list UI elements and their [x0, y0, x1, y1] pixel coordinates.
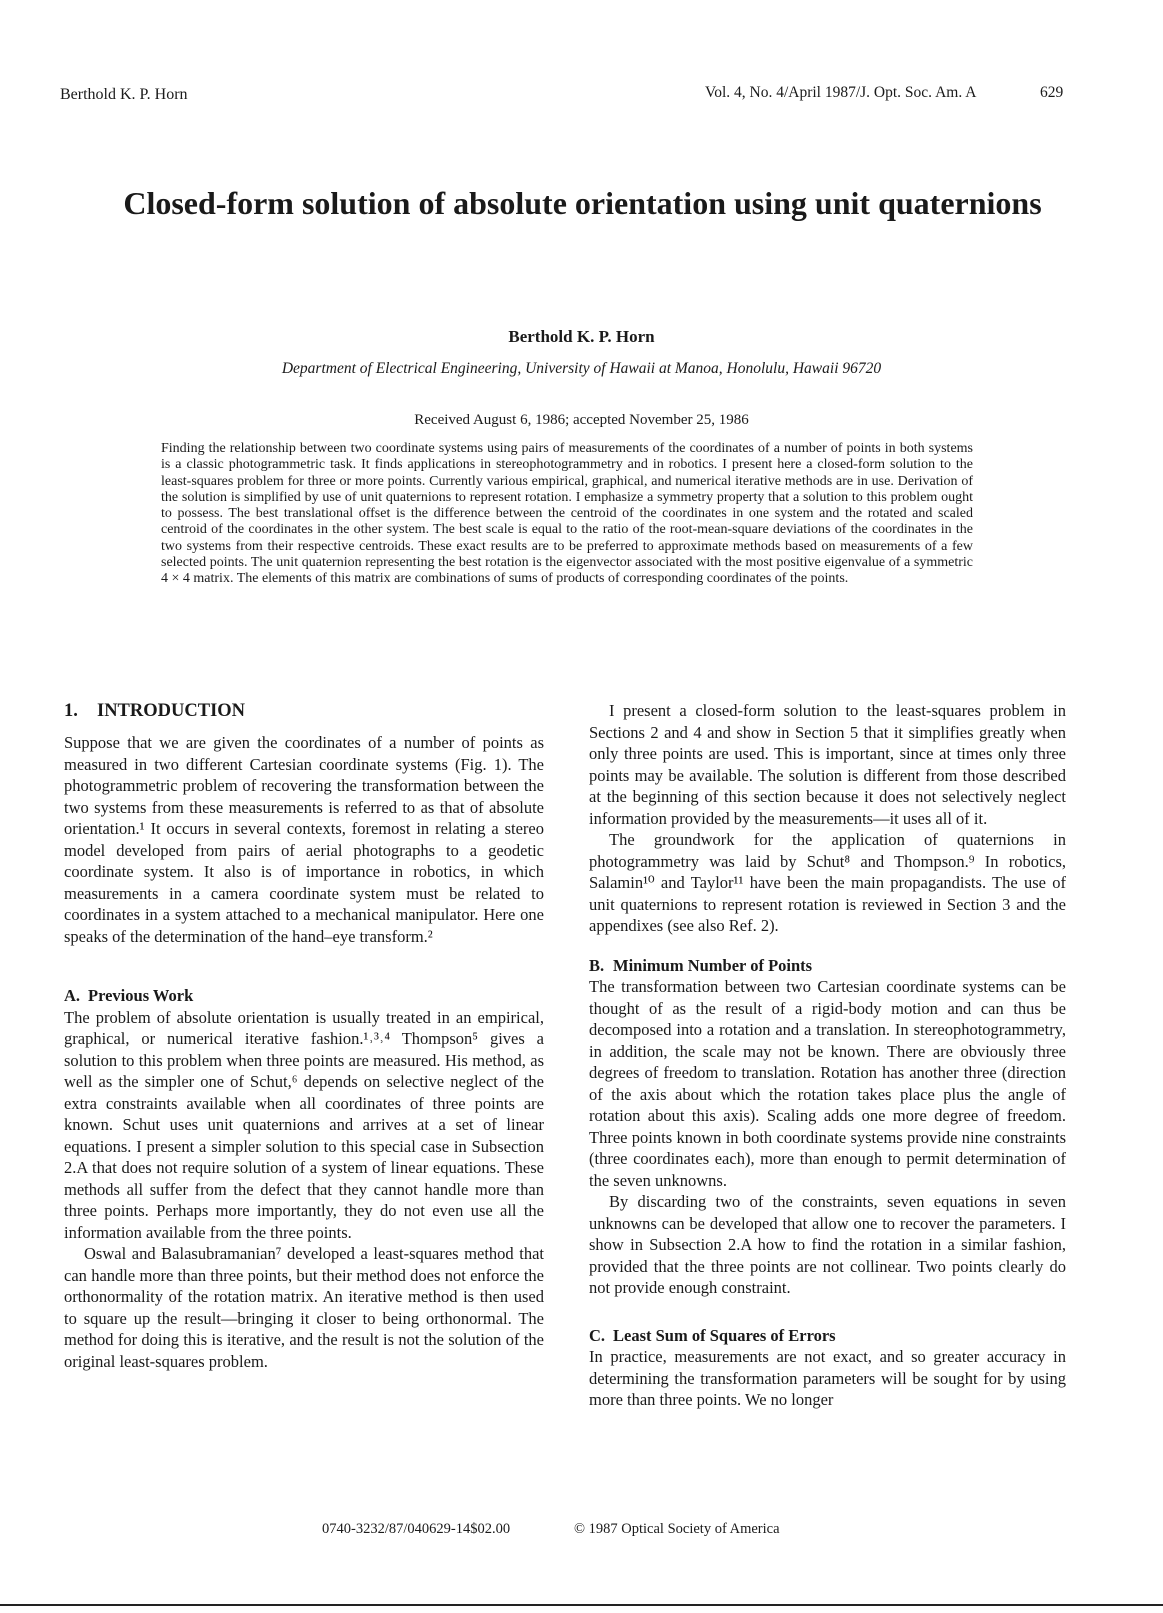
- subsection-title: Previous Work: [88, 986, 194, 1005]
- abstract: Finding the relationship between two coordinate systems using pairs of measurements of the coordinates of a number of points in both systems is a classic photogrammetric task. It finds applications in stereophotogrammetry and in robotics. I present here a closed-form solution to the least-squares problem for three or more points. Currently various empirical, graphical, and numerical iterative methods are in use. Derivation of the solution is simplified by use of unit quaternions to represent rotation. I emphasize a symmetry property that a solution to this problem ought to possess. The best translational offset is the difference between the centroid of the coordinates in one system and the rotated and scaled centroid of the coordinates in the other system. The best scale is equal to the ratio of the root-mean-square deviations of the coordinates in the two systems from their respective centroids. These exact results are to be preferred to approximate methods based on measurements of a few selected points. The unit quaternion representing the best rotation is the eigenvector associated with the most positive eigenvalue of a symmetric 4 × 4 matrix. The elements of this matrix are combinations of sums of products of corresponding coordinates of the points.: [161, 441, 973, 587]
- subsection-title: Least Sum of Squares of Errors: [613, 1325, 836, 1345]
- subsection-label: B.: [589, 955, 605, 975]
- subsection-title: Minimum Number of Points: [613, 955, 813, 975]
- section-number: 1.: [64, 701, 78, 721]
- intro-paragraph-3: The groundwork for the application of quaternions in photogrammetry was laid by Schut⁸ and Thompson.⁹ In robotics, Salamin¹⁰ and Taylor¹¹ have been the main propagandists. The use of unit quaternions to represent rotation is reviewed in Section 3 and the appendixes (see also Ref. 2).: [589, 830, 1066, 935]
- subsection-heading-previous-work: [64, 985, 544, 1007]
- bottom-rule: [0, 1604, 1163, 1606]
- running-head-journal: Vol. 4, No. 4/April 1987/J. Opt. Soc. Am. A: [705, 84, 977, 101]
- page-number: 629: [1040, 84, 1064, 101]
- right-column: [589, 700, 1066, 1411]
- previous-work-paragraph-2: Oswal and Balasubramanian⁷ developed a least-squares method that can handle more than three points, but their method does not enforce the orthonormality of the rotation matrix. An iterative method is then used to square up the result—bringing it closer to being orthonormal. The method for doing this is iterative, and the result is not the solution of the original least-squares problem.: [64, 1244, 544, 1371]
- left-column: [64, 700, 544, 1372]
- footer-copyright: © 1987 Optical Society of America: [574, 1521, 780, 1537]
- least-squares-paragraph: In practice, measurements are not exact, and so greater accuracy in determining the transformation parameters will be sought for by using more than three points. We no longer: [589, 1347, 1066, 1409]
- author-affiliation: Department of Electrical Engineering, University of Hawaii at Manoa, Honolulu, Hawaii 96720: [281, 360, 882, 377]
- intro-paragraph-2: I present a closed-form solution to the least-squares problem in Sections 2 and 4 and show in Section 5 that it simplifies greatly when only three points are used. This is important, since at times only three points may be available. The solution is different from those described at the beginning of this section because it does not selectively neglect information provided by the measurements—it uses all of it.: [589, 701, 1066, 828]
- section-title: INTRODUCTION: [97, 701, 246, 721]
- author-name: Berthold K. P. Horn: [508, 327, 655, 346]
- footer-code: 0740-3232/87/040629-14$02.00: [322, 1521, 511, 1537]
- intro-paragraph: Suppose that we are given the coordinates of a number of points as measured in two different Cartesian coordinate systems (Fig. 1). The photogrammetric problem of recovering the transformation between the two systems from these measurements is referred to as that of absolute orientation.¹ It occurs in several contexts, foremost in relating a stereo model developed from pairs of aerial photographs to a geodetic coordinate system. It also is of importance in robotics, in which measurements in a camera coordinate system must be related to coordinates in a system attached to a mechanical manipulator. Here one speaks of the determination of the hand–eye transform.²: [64, 733, 544, 946]
- subsection-label: A.: [64, 986, 81, 1005]
- subsection-label: C.: [589, 1325, 606, 1345]
- minimum-points-paragraph-2: By discarding two of the constraints, seven equations in seven unknowns can be developed that allow one to recover the parameters. I show in Subsection 2.A how to find the rotation in a similar fashion, provided that the three points are not collinear. Two points clearly do not provide enough constraint.: [589, 1192, 1066, 1297]
- minimum-points-paragraph-1: The transformation between two Cartesian coordinate systems can be thought of as the result of a rigid-body motion and can thus be decomposed into a rotation and a translation. In stereophotogrammetry, in addition, the scale may not be known. There are obviously three degrees of freedom to translation. Rotation has another three (direction of the axis about which the rotation takes place plus the angle of rotation about this axis). Scaling adds one more degree of freedom. Three points known in both coordinate systems provide nine constraints (three coordinates each), more than enough to permit determination of the seven unknowns.: [589, 977, 1066, 1190]
- subsection-heading-minimum-points: [589, 955, 1066, 977]
- previous-work-paragraph-1: The problem of absolute orientation is usually treated in an empirical, graphical, or numerical iterative fashion.¹˒³˒⁴ Thompson⁵ gives a solution to this problem when three points are measured. His method, as well as the simpler one of Schut,⁶ depends on selective neglect of the extra constraints available when all coordinates of three points are known. Schut uses unit quaternions and arrives at a set of linear equations. I present a simpler solution to this special case in Subsection 2.A that does not require solution of a system of linear equations. These methods all suffer from the defect that they cannot handle more than three points. Perhaps more importantly, they do not even use all the information available from the three points.: [64, 1007, 544, 1242]
- received-dates: Received August 6, 1986; accepted November 25, 1986: [414, 412, 749, 428]
- running-head-author: Berthold K. P. Horn: [60, 86, 188, 103]
- paper-title: Closed-form solution of absolute orientation using unit quaternions: [123, 185, 1042, 221]
- section-heading-introduction: [64, 700, 544, 722]
- subsection-heading-least-squares: [589, 1325, 1066, 1347]
